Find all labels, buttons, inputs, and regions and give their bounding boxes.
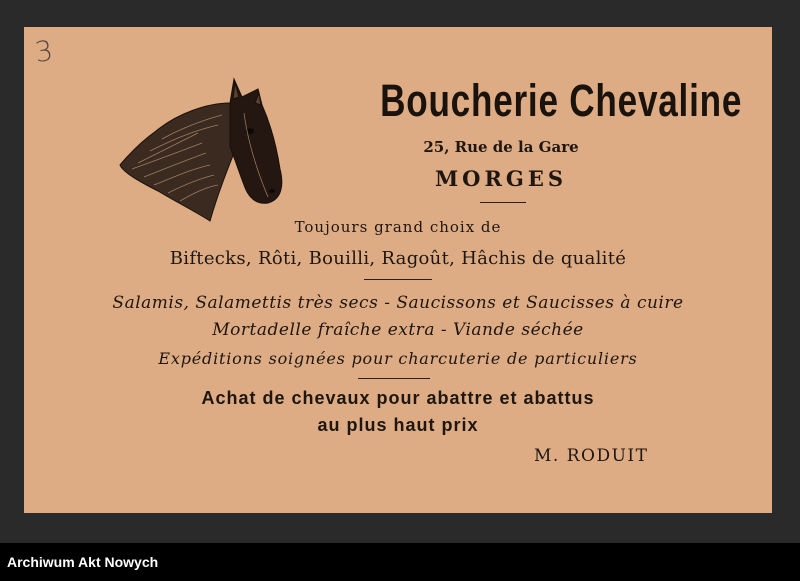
- shop-address: 25, Rue de la Gare: [423, 138, 579, 156]
- intro-text: Toujours grand choix de: [294, 218, 502, 236]
- owner-name: M. RODUIT: [534, 446, 649, 466]
- archive-footer: [0, 543, 800, 581]
- specialty-line: Mortadelle fraîche extra - Viande séchée: [212, 320, 584, 340]
- products-text: Biftecks, Rôti, Bouilli, Ragoût, Hâchis de qualité: [169, 248, 627, 269]
- purchase-offer-line: au plus haut prix: [317, 415, 479, 435]
- purchase-offer-line: Achat de chevaux pour abattre et abattus: [201, 388, 595, 408]
- divider: [364, 279, 432, 280]
- page-number: 3: [32, 33, 56, 70]
- horse-head-icon: [118, 73, 288, 225]
- shop-name: Boucherie Chevaline: [380, 75, 743, 126]
- shop-city: MORGES: [434, 166, 568, 191]
- divider: [480, 202, 526, 203]
- archive-name: Archiwum Akt Nowych: [7, 554, 159, 570]
- advertising-card: [24, 27, 772, 513]
- specialty-line: Salamis, Salamettis très secs - Saucissons et Saucisses à cuire: [112, 293, 684, 313]
- divider: [358, 378, 430, 379]
- specialty-line: Expéditions soignées pour charcuterie de particuliers: [158, 349, 638, 368]
